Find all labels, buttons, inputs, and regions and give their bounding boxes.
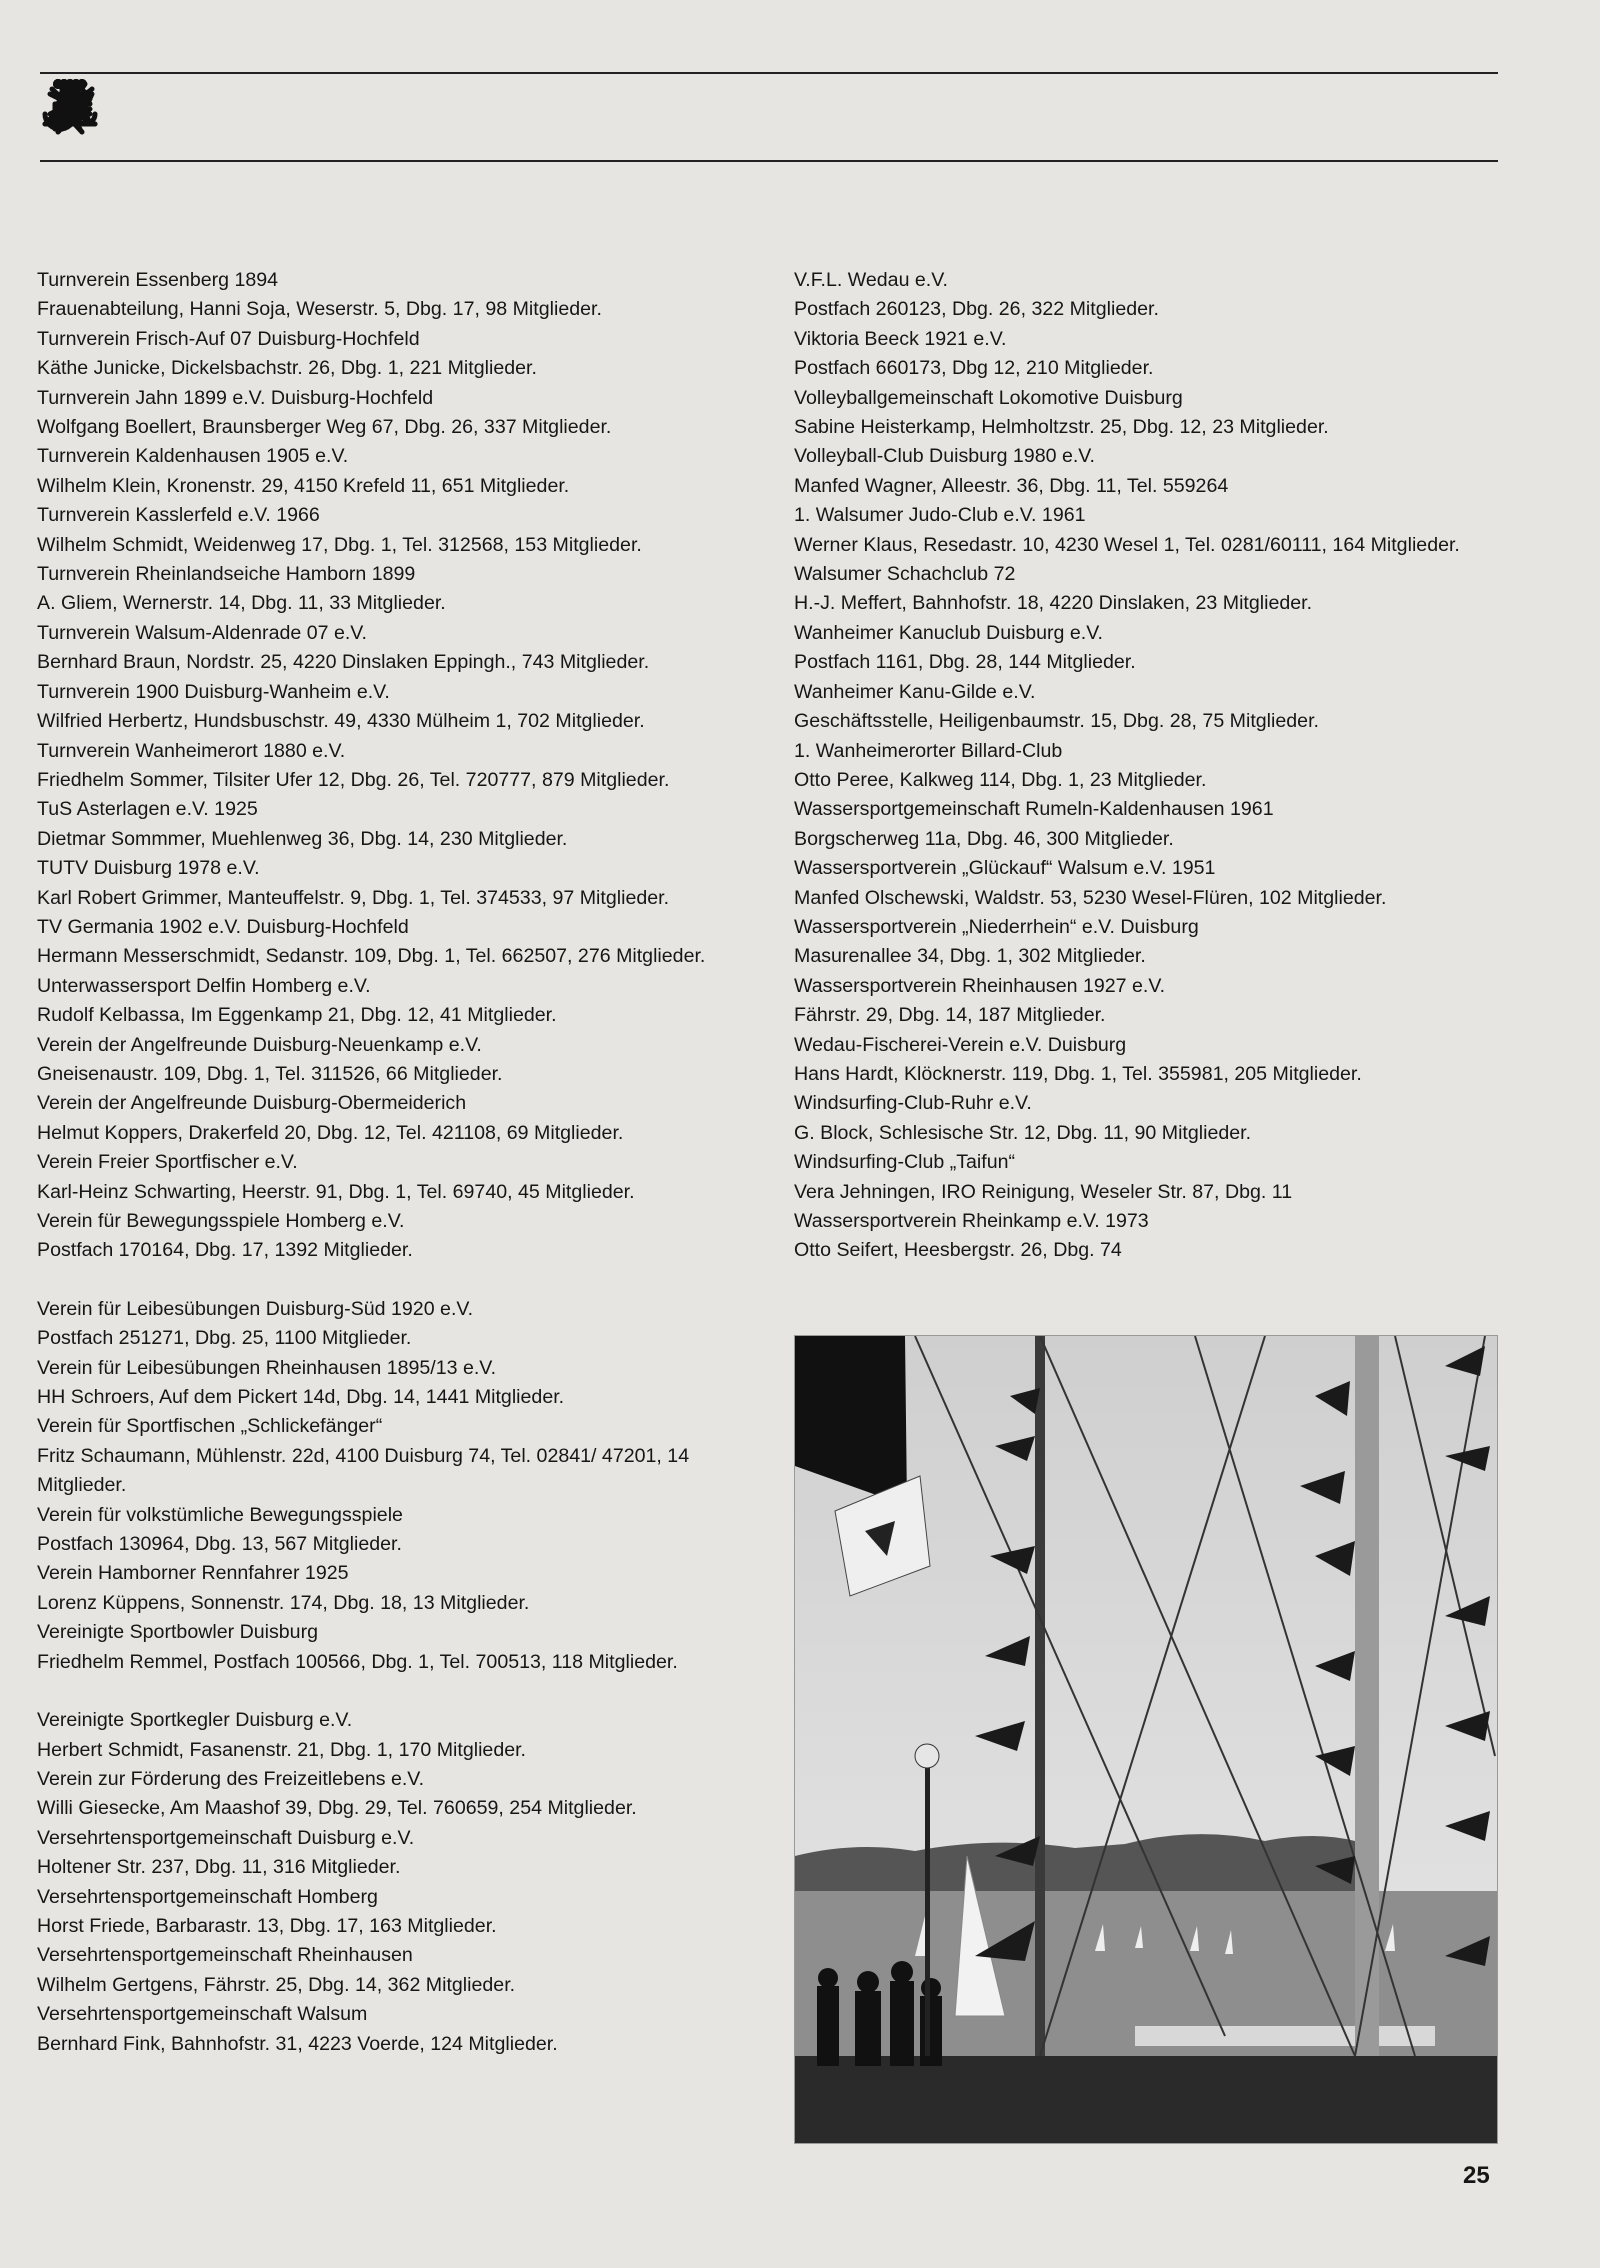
club-name: Versehrtensportgemeinschaft Homberg	[37, 1885, 378, 1908]
club-entry	[37, 1354, 733, 1413]
club-details: Postfach 170164, Dbg. 17, 1392 Mitglieder.	[37, 1239, 413, 1262]
club-name: Versehrtensportgemeinschaft Duisburg e.V.	[37, 1826, 415, 1849]
club-details: A. Gliem, Wernerstr. 14, Dbg. 11, 33 Mitglieder.	[37, 592, 446, 615]
club-details: Karl-Heinz Schwarting, Heerstr. 91, Dbg. 1, Tel. 69740, 45 Mitglieder.	[37, 1180, 635, 1203]
club-entry	[794, 678, 1500, 737]
club-name: Viktoria Beeck 1921 e.V.	[794, 327, 1007, 350]
club-entry	[794, 325, 1500, 384]
club-entry	[794, 1089, 1500, 1148]
club-name: Verein Freier Sportfischer e.V.	[37, 1151, 298, 1174]
club-details: Frauenabteilung, Hanni Soja, Weserstr. 5, Dbg. 17, 98 Mitglieder.	[37, 298, 602, 321]
club-details: Wilhelm Schmidt, Weidenweg 17, Dbg. 1, Tel. 312568, 153 Mitglieder.	[37, 533, 642, 556]
club-list-left	[37, 266, 733, 2059]
club-entry	[37, 1207, 733, 1266]
club-entry	[794, 913, 1500, 972]
club-entry	[37, 2000, 733, 2059]
club-entry	[37, 1941, 733, 2000]
club-details: Werner Klaus, Resedastr. 10, 4230 Wesel 1, Tel. 0281/60111, 164 Mitglieder.	[794, 533, 1460, 556]
photo-illustration	[795, 1336, 1497, 2143]
club-name: Turnverein Jahn 1899 e.V. Duisburg-Hochfeld	[37, 386, 434, 409]
club-name: Volleyballgemeinschaft Lokomotive Duisburg	[794, 386, 1183, 409]
club-name: Versehrtensportgemeinschaft Rheinhausen	[37, 1944, 413, 1967]
club-entry	[37, 678, 733, 737]
club-details: Postfach 660173, Dbg 12, 210 Mitglieder.	[794, 357, 1154, 380]
club-entry	[794, 854, 1500, 913]
club-entry	[37, 972, 733, 1031]
club-entry	[37, 1295, 733, 1354]
club-name: Wassersportverein Rheinkamp e.V. 1973	[794, 1210, 1149, 1232]
club-name: Turnverein 1900 Duisburg-Wanheim e.V.	[37, 680, 390, 703]
club-entry	[794, 560, 1500, 619]
club-entry	[37, 1618, 733, 1677]
club-details: Bernhard Fink, Bahnhofstr. 31, 4223 Voerde, 124 Mitglieder.	[37, 2032, 558, 2055]
club-name: Turnverein Wanheimerort 1880 e.V.	[37, 739, 346, 762]
club-entry	[37, 1089, 733, 1148]
club-name: Vereinigte Sportkegler Duisburg e.V.	[37, 1709, 353, 1732]
club-entry	[794, 1031, 1500, 1090]
club-details: Postfach 130964, Dbg. 13, 567 Mitglieder.	[37, 1533, 402, 1556]
club-name: V.F.L. Wedau e.V.	[794, 269, 948, 291]
club-details: Wolfgang Boellert, Braunsberger Weg 67, Dbg. 26, 337 Mitglieder.	[37, 416, 612, 439]
club-details: Wilfried Herbertz, Hundsbuschstr. 49, 4330 Mülheim 1, 702 Mitglieder.	[37, 710, 645, 733]
club-name: Wassersportverein Rheinhausen 1927 e.V.	[794, 974, 1166, 997]
club-entry	[794, 972, 1500, 1031]
club-name: Wassersportgemeinschaft Rumeln-Kaldenhausen 1961	[794, 798, 1274, 821]
club-details: Willi Giesecke, Am Maashof 39, Dbg. 29, Tel. 760659, 254 Mitglieder.	[37, 1797, 637, 1820]
club-name: Turnverein Kaldenhausen 1905 e.V.	[37, 445, 349, 468]
club-entry	[794, 384, 1500, 443]
club-details: Hans Hardt, Klöcknerstr. 119, Dbg. 1, Tel. 355981, 205 Mitglieder.	[794, 1062, 1362, 1085]
club-name: Verein für Leibesübungen Duisburg-Süd 1920 e.V.	[37, 1297, 474, 1320]
club-name: TUTV Duisburg 1978 e.V.	[37, 857, 260, 880]
club-name: Wedau-Fischerei-Verein e.V. Duisburg	[794, 1033, 1127, 1056]
club-entry	[37, 1765, 733, 1824]
club-details: Wilhelm Klein, Kronenstr. 29, 4150 Krefeld 11, 651 Mitglieder.	[37, 474, 570, 497]
club-entry	[37, 1501, 733, 1560]
club-name: Turnverein Rheinlandseiche Hamborn 1899	[37, 563, 416, 586]
club-name: Turnverein Walsum-Aldenrade 07 e.V.	[37, 621, 367, 644]
club-name: Verein für Sportfischen „Schlickefänger“	[37, 1415, 383, 1438]
club-name: Verein Hamborner Rennfahrer 1925	[37, 1562, 349, 1585]
club-entry	[37, 1412, 733, 1500]
club-entry	[37, 1559, 733, 1618]
club-name: Versehrtensportgemeinschaft Walsum	[37, 2003, 368, 2026]
club-name: TuS Asterlagen e.V. 1925	[37, 798, 258, 821]
club-details: Postfach 260123, Dbg. 26, 322 Mitglieder.	[794, 298, 1159, 321]
club-details: Dietmar Sommmer, Muehlenweg 36, Dbg. 14, 230 Mitglieder.	[37, 827, 568, 850]
club-entry	[37, 560, 733, 619]
club-entry	[37, 737, 733, 796]
club-name: Walsumer Schachclub 72	[794, 563, 1016, 586]
club-name: Verein der Angelfreunde Duisburg-Neuenkamp e.V.	[37, 1033, 482, 1056]
club-name: Wanheimer Kanuclub Duisburg e.V.	[794, 621, 1103, 644]
club-name: Wanheimer Kanu-Gilde e.V.	[794, 680, 1036, 703]
club-entry	[37, 325, 733, 384]
club-details: Herbert Schmidt, Fasanenstr. 21, Dbg. 1, 170 Mitglieder.	[37, 1738, 527, 1761]
club-details: Bernhard Braun, Nordstr. 25, 4220 Dinslaken Eppingh., 743 Mitglieder.	[37, 651, 650, 674]
club-name: Verein der Angelfreunde Duisburg-Obermeiderich	[37, 1092, 467, 1115]
club-entry	[37, 1883, 733, 1942]
club-details: H.-J. Meffert, Bahnhofstr. 18, 4220 Dinslaken, 23 Mitglieder.	[794, 592, 1313, 615]
club-entry	[794, 266, 1500, 325]
club-details: Friedhelm Remmel, Postfach 100566, Dbg. 1, Tel. 700513, 118 Mitglieder.	[37, 1650, 678, 1673]
club-details: Helmut Koppers, Drakerfeld 20, Dbg. 12, Tel. 421108, 69 Mitglieder.	[37, 1121, 624, 1144]
club-details: Käthe Junicke, Dickelsbachstr. 26, Dbg. 1, 221 Mitglieder.	[37, 357, 537, 380]
club-details: HH Schroers, Auf dem Pickert 14d, Dbg. 14, 1441 Mitglieder.	[37, 1386, 565, 1409]
club-name: Verein für volkstümliche Bewegungsspiele	[37, 1503, 403, 1526]
club-entry	[794, 737, 1500, 796]
club-list-right	[794, 266, 1500, 1266]
club-entry	[37, 384, 733, 443]
club-details: Manfed Wagner, Alleestr. 36, Dbg. 11, Tel. 559264	[794, 474, 1229, 497]
club-details: Otto Peree, Kalkweg 114, Dbg. 1, 23 Mitglieder.	[794, 768, 1207, 791]
club-name: Windsurfing-Club „Taifun“	[794, 1151, 1016, 1174]
club-details: Holtener Str. 237, Dbg. 11, 316 Mitglieder.	[37, 1856, 401, 1879]
club-entry	[37, 619, 733, 678]
club-entry	[794, 442, 1500, 501]
club-name: Turnverein Kasslerfeld e.V. 1966	[37, 504, 320, 527]
harbor-flags-photo	[794, 1335, 1498, 2144]
club-details: Hermann Messerschmidt, Sedanstr. 109, Dbg. 1, Tel. 662507, 276 Mitglieder.	[37, 945, 706, 968]
club-details: Manfed Olschewski, Waldstr. 53, 5230 Wesel-Flüren, 102 Mitglieder.	[794, 886, 1387, 909]
club-details: Fritz Schaumann, Mühlenstr. 22d, 4100 Duisburg 74, Tel. 02841/ 47201, 14 Mitglieder.	[37, 1444, 690, 1497]
club-name: Turnverein Essenberg 1894	[37, 269, 279, 291]
club-name: TV Germania 1902 e.V. Duisburg-Hochfeld	[37, 915, 409, 938]
club-entry	[37, 795, 733, 854]
club-details: Masurenallee 34, Dbg. 1, 302 Mitglieder.	[794, 945, 1146, 968]
club-entry	[37, 1031, 733, 1090]
club-entry	[794, 501, 1500, 560]
club-entry	[794, 795, 1500, 854]
club-name: Windsurfing-Club-Ruhr e.V.	[794, 1092, 1032, 1115]
club-name: Turnverein Frisch-Auf 07 Duisburg-Hochfeld	[37, 327, 420, 350]
club-name: Verein für Leibesübungen Rheinhausen 1895/13 e.V.	[37, 1356, 497, 1379]
club-details: Sabine Heisterkamp, Helmholtzstr. 25, Dbg. 12, 23 Mitglieder.	[794, 416, 1329, 439]
club-name: 1. Walsumer Judo-Club e.V. 1961	[794, 504, 1086, 527]
club-details: Postfach 251271, Dbg. 25, 1100 Mitglieder.	[37, 1327, 412, 1350]
club-entry	[37, 1706, 733, 1765]
club-details: Otto Seifert, Heesbergstr. 26, Dbg. 74	[794, 1239, 1122, 1262]
club-entry	[37, 501, 733, 560]
club-details: Postfach 1161, Dbg. 28, 144 Mitglieder.	[794, 651, 1136, 674]
club-name: Verein für Bewegungsspiele Homberg e.V.	[37, 1210, 405, 1232]
club-details: Wilhelm Gertgens, Fährstr. 25, Dbg. 14, 362 Mitglieder.	[37, 1973, 516, 1996]
club-name: 1. Wanheimerorter Billard-Club	[794, 739, 1063, 762]
club-entry	[37, 854, 733, 913]
club-name: Vereinigte Sportbowler Duisburg	[37, 1621, 318, 1644]
club-name: Wassersportverein „Niederrhein“ e.V. Duisburg	[794, 915, 1199, 938]
club-entry	[794, 619, 1500, 678]
club-name: Wassersportverein „Glückauf“ Walsum e.V. 1951	[794, 857, 1216, 880]
club-entry	[794, 1207, 1500, 1266]
club-entry	[37, 1148, 733, 1207]
club-details: Vera Jehningen, IRO Reinigung, Weseler Str. 87, Dbg. 11	[794, 1180, 1293, 1203]
club-details: Lorenz Küppens, Sonnenstr. 174, Dbg. 18, 13 Mitglieder.	[37, 1591, 530, 1614]
archery-icon	[40, 74, 100, 138]
club-details: Borgscherweg 11a, Dbg. 46, 300 Mitglieder.	[794, 827, 1174, 850]
club-details: Rudolf Kelbassa, Im Eggenkamp 21, Dbg. 12, 41 Mitglieder.	[37, 1004, 557, 1027]
club-details: Fährstr. 29, Dbg. 14, 187 Mitglieder.	[794, 1004, 1106, 1027]
club-entry	[794, 1148, 1500, 1207]
club-details: Horst Friede, Barbarastr. 13, Dbg. 17, 163 Mitglieder.	[37, 1914, 497, 1937]
club-name: Volleyball-Club Duisburg 1980 e.V.	[794, 445, 1095, 468]
club-details: G. Block, Schlesische Str. 12, Dbg. 11, 90 Mitglieder.	[794, 1121, 1252, 1144]
club-details: Gneisenaustr. 109, Dbg. 1, Tel. 311526, 66 Mitglieder.	[37, 1062, 503, 1085]
page-number: 25	[1463, 2162, 1490, 2189]
club-details: Geschäftsstelle, Heiligenbaumstr. 15, Dbg. 28, 75 Mitglieder.	[794, 710, 1319, 733]
club-details: Friedhelm Sommer, Tilsiter Ufer 12, Dbg. 26, Tel. 720777, 879 Mitglieder.	[37, 768, 670, 791]
club-entry	[37, 913, 733, 972]
club-details: Karl Robert Grimmer, Manteuffelstr. 9, Dbg. 1, Tel. 374533, 97 Mitglieder.	[37, 886, 670, 909]
club-name: Unterwassersport Delfin Homberg e.V.	[37, 974, 371, 997]
club-entry	[37, 442, 733, 501]
sport-pictogram-band	[40, 72, 1498, 162]
club-entry	[37, 266, 733, 325]
club-entry	[37, 1824, 733, 1883]
club-name: Verein zur Förderung des Freizeitlebens e.V.	[37, 1767, 425, 1790]
